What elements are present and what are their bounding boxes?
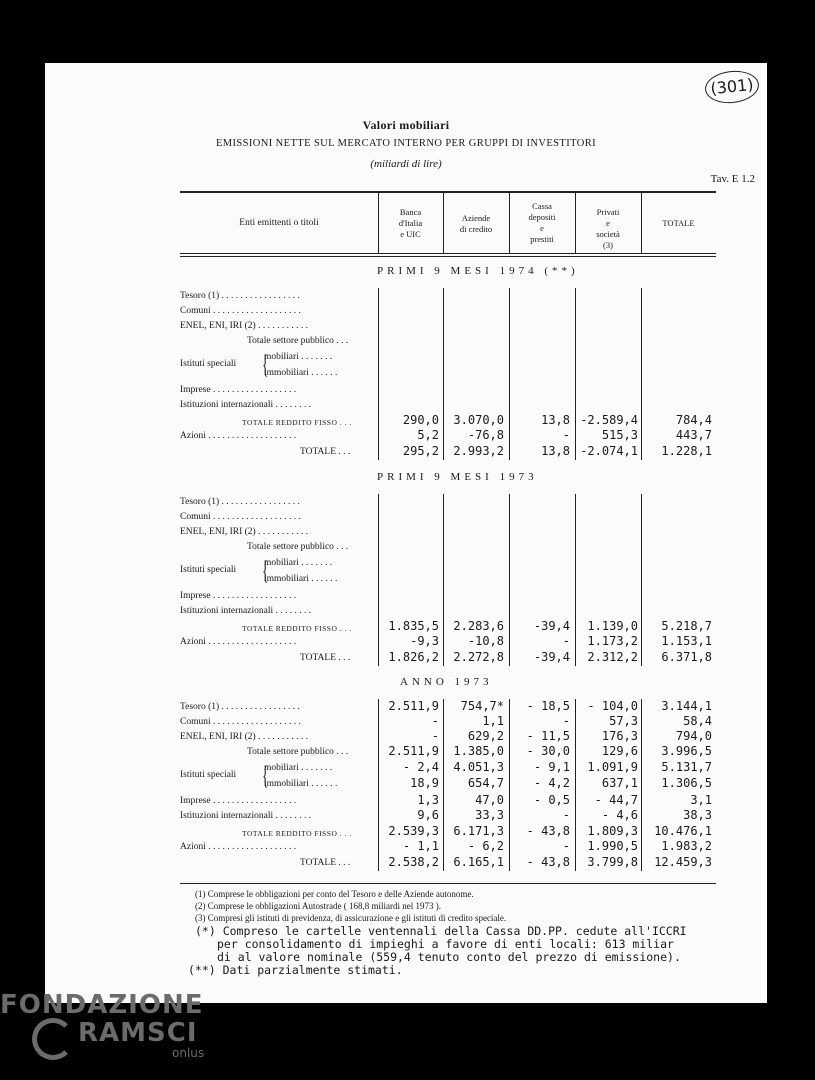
cell-tot_rf: 1.809,3 bbox=[587, 824, 638, 838]
cell-tesoro: 3.144,1 bbox=[661, 699, 712, 713]
cell-ist_int: 38,3 bbox=[683, 808, 712, 822]
row-label-mobiliari: mobiliari . . . . . . . bbox=[264, 558, 333, 568]
col-rule bbox=[378, 699, 379, 871]
col-header-totale: TOTALE bbox=[662, 218, 695, 228]
cell-mobiliari: 1.091,9 bbox=[587, 760, 638, 774]
cell-imprese: 47,0 bbox=[475, 793, 504, 807]
h4-line: e bbox=[606, 218, 610, 228]
row-label-immobiliari: immobiliari . . . . . . bbox=[264, 779, 338, 789]
cell-totale: 2.538,2 bbox=[388, 855, 439, 869]
cell-tot_rf: 3.070,0 bbox=[453, 413, 504, 427]
brace-icon: { bbox=[262, 556, 269, 585]
col-rule bbox=[443, 288, 444, 460]
col-rule bbox=[641, 494, 642, 666]
row-label-enel: ENEL, ENI, IRI (2) . . . . . . . . . . . bbox=[180, 321, 308, 331]
cell-tot_pub: - 30,0 bbox=[526, 744, 570, 758]
cell-totale: -2.074,1 bbox=[580, 444, 638, 458]
cell-ist_int: 33,3 bbox=[475, 808, 504, 822]
cell-enel: 794,0 bbox=[675, 729, 712, 743]
col-rule bbox=[575, 494, 576, 666]
row-label-tot_rf: TOTALE REDDITO FISSO . . . bbox=[242, 829, 352, 838]
footnote-star-2: per consolidamento di impieghi a favore di enti locali: 613 miliar bbox=[217, 937, 674, 951]
cell-imprese: 1,3 bbox=[417, 793, 439, 807]
h4-line: Privati bbox=[596, 207, 620, 217]
table-top-rule bbox=[180, 191, 716, 193]
footnote-1: (1) Comprese le obbligazioni per conto del Tesoro e delle Aziende autonome. bbox=[195, 889, 474, 899]
col-header-aziende bbox=[443, 213, 509, 235]
cell-azioni: 515,3 bbox=[601, 428, 638, 442]
cell-totale: 1.228,1 bbox=[661, 444, 712, 458]
cell-totale: 2.312,2 bbox=[587, 650, 638, 664]
row-label-totale: TOTALE . . . bbox=[300, 653, 351, 663]
row-label-mobiliari: mobiliari . . . . . . . bbox=[264, 763, 333, 773]
cell-mobiliari: 5.131,7 bbox=[661, 760, 712, 774]
cell-immobiliari: 1.306,5 bbox=[661, 776, 712, 790]
header-col-rule bbox=[443, 193, 444, 253]
header-col-rule bbox=[575, 193, 576, 253]
cell-comuni: 57,3 bbox=[609, 714, 638, 728]
cell-totale: 12.459,3 bbox=[654, 855, 712, 869]
cell-tot_pub: 1.385,0 bbox=[453, 744, 504, 758]
cell-comuni: - bbox=[562, 714, 570, 728]
cell-tesoro: - 18,5 bbox=[526, 699, 570, 713]
cell-tot_rf: 784,4 bbox=[675, 413, 712, 427]
cell-totale: 295,2 bbox=[402, 444, 439, 458]
footnote-star-3: di al valore nominale (559,4 tenuto conto del prezzo di emissione). bbox=[217, 950, 681, 964]
h3-line: Cassa bbox=[532, 201, 552, 211]
cell-azioni: -10,8 bbox=[467, 634, 504, 648]
cell-azioni: - 1,1 bbox=[402, 839, 439, 853]
cell-totale: 1.826,2 bbox=[388, 650, 439, 664]
cell-comuni: - bbox=[431, 714, 439, 728]
table-id: Tav. E 1.2 bbox=[710, 173, 755, 185]
cell-tot_rf: 10.476,1 bbox=[654, 824, 712, 838]
cell-tot_rf: 5.218,7 bbox=[661, 619, 712, 633]
row-label-comuni: Comuni . . . . . . . . . . . . . . . . . . . bbox=[180, 717, 301, 727]
cell-imprese: - 44,7 bbox=[594, 793, 638, 807]
row-label-azioni: Azioni . . . . . . . . . . . . . . . . . . . bbox=[180, 842, 297, 852]
cell-tot_pub: 129,6 bbox=[601, 744, 638, 758]
cell-azioni: - bbox=[562, 839, 570, 853]
col-header-privati bbox=[575, 207, 641, 251]
row-label-istituti-speciali: Istituti speciali bbox=[180, 359, 237, 369]
cell-totale: 6.165,1 bbox=[453, 855, 504, 869]
cell-tesoro: - 104,0 bbox=[587, 699, 638, 713]
row-label-enel: ENEL, ENI, IRI (2) . . . . . . . . . . . bbox=[180, 527, 308, 537]
cell-comuni: 1,1 bbox=[482, 714, 504, 728]
cell-ist_int: 9,6 bbox=[417, 808, 439, 822]
cell-tot_pub: 3.996,5 bbox=[661, 744, 712, 758]
col-header-entities: Enti emittenti o titoli bbox=[239, 218, 319, 228]
row-label-azioni: Azioni . . . . . . . . . . . . . . . . . . . bbox=[180, 637, 297, 647]
row-label-enel: ENEL, ENI, IRI (2) . . . . . . . . . . . bbox=[180, 732, 308, 742]
col-rule bbox=[641, 288, 642, 460]
cell-totale: - 43,8 bbox=[526, 855, 570, 869]
cell-azioni: - 6,2 bbox=[467, 839, 504, 853]
cell-azioni: -76,8 bbox=[467, 428, 504, 442]
header-col-rule bbox=[378, 193, 379, 253]
cell-azioni: - bbox=[562, 428, 570, 442]
cell-totale: 2.272,8 bbox=[453, 650, 504, 664]
row-label-totale: TOTALE . . . bbox=[300, 858, 351, 868]
cell-azioni: 443,7 bbox=[675, 428, 712, 442]
row-label-istituti-speciali: Istituti speciali bbox=[180, 565, 237, 575]
cell-tot_pub: 2.511,9 bbox=[388, 744, 439, 758]
row-label-ist_int: Istituzioni internazionali . . . . . . . . bbox=[180, 400, 312, 410]
section-title: PRIMI 9 MESI 1974 (**) bbox=[377, 265, 579, 277]
cell-enel: 629,2 bbox=[467, 729, 504, 743]
col-rule bbox=[443, 494, 444, 666]
cell-tot_rf: - 43,8 bbox=[526, 824, 570, 838]
row-label-comuni: Comuni . . . . . . . . . . . . . . . . . . . bbox=[180, 512, 301, 522]
cell-azioni: 5,2 bbox=[417, 428, 439, 442]
header-col-rule bbox=[509, 193, 510, 253]
footnote-3: (3) Compresi gli istituti di previdenza, di assicurazione e gli istituti di credito speciale. bbox=[195, 913, 507, 923]
cell-tot_rf: 6.171,3 bbox=[453, 824, 504, 838]
row-label-istituti-speciali: Istituti speciali bbox=[180, 770, 237, 780]
row-label-totale: TOTALE . . . bbox=[300, 447, 351, 457]
row-label-tesoro: Tesoro (1) . . . . . . . . . . . . . . . . . bbox=[180, 497, 300, 507]
h2-line: Aziende bbox=[461, 213, 491, 223]
brace-icon: { bbox=[262, 350, 269, 379]
row-label-tot_rf: TOTALE REDDITO FISSO . . . bbox=[242, 418, 352, 427]
header-bottom-rule bbox=[180, 253, 716, 254]
cell-azioni: 1.983,2 bbox=[661, 839, 712, 853]
cell-azioni: 1.153,1 bbox=[661, 634, 712, 648]
cell-mobiliari: - 2,4 bbox=[402, 760, 439, 774]
col-rule bbox=[378, 288, 379, 460]
row-label-tot_rf: TOTALE REDDITO FISSO . . . bbox=[242, 624, 352, 633]
watermark-line2: RAMSCI bbox=[78, 1018, 198, 1048]
col-rule bbox=[443, 699, 444, 871]
h4-line: (3) bbox=[603, 240, 613, 250]
cell-tot_rf: 2.283,6 bbox=[453, 619, 504, 633]
h1-line: d'Italia bbox=[398, 218, 423, 228]
row-label-mobiliari: mobiliari . . . . . . . bbox=[264, 352, 333, 362]
document-page bbox=[45, 63, 767, 1003]
col-rule bbox=[509, 494, 510, 666]
archive-stamp: (301) bbox=[703, 68, 760, 105]
row-label-imprese: Imprese . . . . . . . . . . . . . . . . . . bbox=[180, 385, 297, 395]
row-label-imprese: Imprese . . . . . . . . . . . . . . . . . . bbox=[180, 591, 297, 601]
col-rule bbox=[378, 494, 379, 666]
row-label-immobiliari: immobiliari . . . . . . bbox=[264, 368, 338, 378]
footnote-star-1: (*) Compreso le cartelle ventennali della Cassa DD.PP. cedute all'ICCRI bbox=[195, 924, 687, 938]
h3-line: depositi bbox=[528, 212, 556, 222]
cell-azioni: 1.990,5 bbox=[587, 839, 638, 853]
h1-line: Banca bbox=[399, 207, 422, 217]
row-label-azioni: Azioni . . . . . . . . . . . . . . . . . . . bbox=[180, 431, 297, 441]
col-rule bbox=[641, 699, 642, 871]
col-header-cassa bbox=[509, 201, 575, 245]
table-bottom-rule bbox=[180, 883, 716, 884]
cell-enel: 176,3 bbox=[601, 729, 638, 743]
cell-tot_rf: 1.835,5 bbox=[388, 619, 439, 633]
row-label-tot_pub: Totale settore pubblico . . . bbox=[247, 336, 349, 346]
cell-tot_rf: 2.539,3 bbox=[388, 824, 439, 838]
col-rule bbox=[509, 699, 510, 871]
row-label-ist_int: Istituzioni internazionali . . . . . . . . bbox=[180, 606, 312, 616]
header-col-rule bbox=[641, 193, 642, 253]
h3-line: prestiti bbox=[530, 234, 554, 244]
row-label-tot_pub: Totale settore pubblico . . . bbox=[247, 542, 349, 552]
cell-tot_rf: -39,4 bbox=[533, 619, 570, 633]
cell-immobiliari: 18,9 bbox=[410, 776, 439, 790]
cell-totale: -39,4 bbox=[533, 650, 570, 664]
cell-mobiliari: - 9,1 bbox=[533, 760, 570, 774]
header-bottom-rule-2 bbox=[180, 256, 716, 257]
cell-enel: - bbox=[431, 729, 439, 743]
row-label-comuni: Comuni . . . . . . . . . . . . . . . . . . . bbox=[180, 306, 301, 316]
unit-note: (miliardi di lire) bbox=[370, 158, 442, 170]
row-label-imprese: Imprese . . . . . . . . . . . . . . . . . . bbox=[180, 796, 297, 806]
cell-azioni: - bbox=[562, 634, 570, 648]
watermark-line3: onlus bbox=[172, 1046, 205, 1060]
cell-totale: 2.993,2 bbox=[453, 444, 504, 458]
page-subtitle: EMISSIONI NETTE SUL MERCATO INTERNO PER GRUPPI DI INVESTITORI bbox=[215, 138, 597, 149]
cell-immobiliari: - 4,2 bbox=[533, 776, 570, 790]
brace-icon: { bbox=[262, 761, 269, 790]
cell-immobiliari: 654,7 bbox=[467, 776, 504, 790]
cell-azioni: 1.173,2 bbox=[587, 634, 638, 648]
cell-imprese: - 0,5 bbox=[533, 793, 570, 807]
gramsci-logo-g-icon bbox=[32, 1018, 74, 1060]
h2-line: di credito bbox=[459, 224, 493, 234]
cell-enel: - 11,5 bbox=[526, 729, 570, 743]
row-label-ist_int: Istituzioni internazionali . . . . . . . . bbox=[180, 811, 312, 821]
section-title: ANNO 1973 bbox=[400, 676, 493, 688]
cell-tesoro: 2.511,9 bbox=[388, 699, 439, 713]
col-rule bbox=[509, 288, 510, 460]
cell-immobiliari: 637,1 bbox=[601, 776, 638, 790]
footnote-2: (2) Comprese le obbligazioni Autostrade ( 168,8 miliardi nel 1973 ). bbox=[195, 901, 441, 911]
col-rule bbox=[575, 288, 576, 460]
h3-line: e bbox=[540, 223, 544, 233]
watermark-line1: FONDAZIONE bbox=[0, 990, 204, 1020]
cell-totale: 6.371,8 bbox=[661, 650, 712, 664]
cell-totale: 13,8 bbox=[541, 444, 570, 458]
cell-tesoro: 754,7* bbox=[460, 699, 504, 713]
cell-ist_int: - bbox=[562, 808, 570, 822]
cell-imprese: 3,1 bbox=[690, 793, 712, 807]
h1-line: e UIC bbox=[400, 229, 421, 239]
cell-tot_rf: 290,0 bbox=[402, 413, 439, 427]
cell-tot_rf: -2.589,4 bbox=[580, 413, 638, 427]
footnote-star-4: (**) Dati parzialmente stimati. bbox=[188, 963, 403, 977]
cell-tot_rf: 1.139,0 bbox=[587, 619, 638, 633]
cell-comuni: 58,4 bbox=[683, 714, 712, 728]
cell-totale: 3.799,8 bbox=[587, 855, 638, 869]
row-label-tesoro: Tesoro (1) . . . . . . . . . . . . . . . . . bbox=[180, 702, 300, 712]
h4-line: società bbox=[596, 229, 620, 239]
cell-ist_int: - 4,6 bbox=[601, 808, 638, 822]
cell-azioni: -9,3 bbox=[410, 634, 439, 648]
cell-mobiliari: 4.051,3 bbox=[453, 760, 504, 774]
col-rule bbox=[575, 699, 576, 871]
page-title: Valori mobiliari bbox=[362, 118, 450, 132]
section-title: PRIMI 9 MESI 1973 bbox=[377, 471, 538, 483]
cell-tot_rf: 13,8 bbox=[541, 413, 570, 427]
row-label-tot_pub: Totale settore pubblico . . . bbox=[247, 747, 349, 757]
row-label-immobiliari: immobiliari . . . . . . bbox=[264, 574, 338, 584]
row-label-tesoro: Tesoro (1) . . . . . . . . . . . . . . . . . bbox=[180, 291, 300, 301]
col-header-banca bbox=[378, 207, 443, 240]
